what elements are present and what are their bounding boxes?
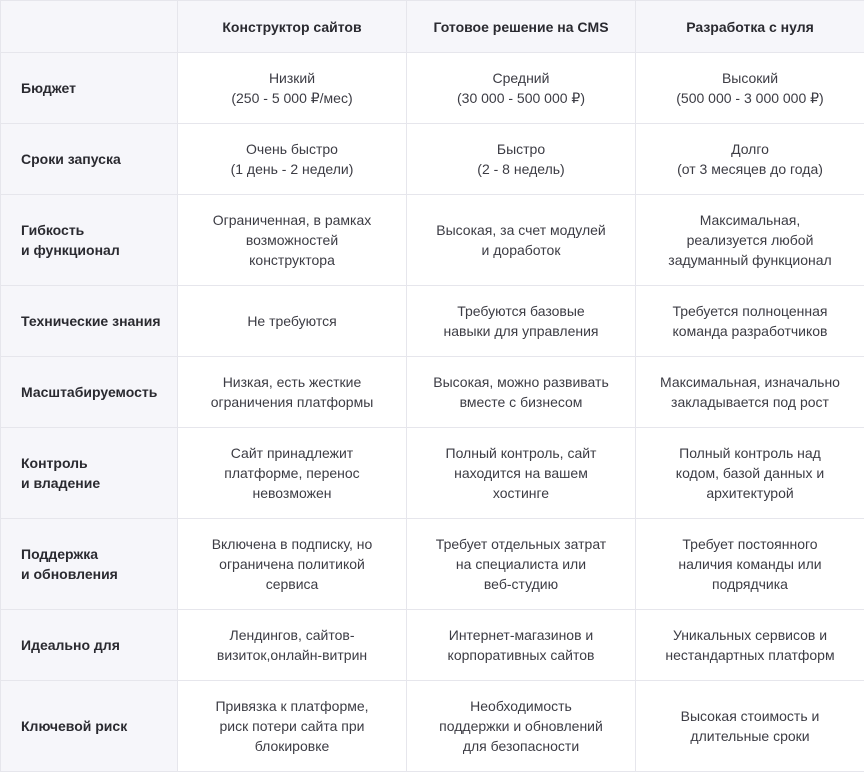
table-row: [1, 357, 864, 428]
table-cell: Уникальных сервисов и нестандартных платформ: [636, 610, 864, 681]
table-row: [1, 53, 864, 124]
column-header: Разработка с нуля: [636, 1, 864, 53]
row-label: Гибкость и функционал: [1, 195, 178, 286]
header-corner-cell: [1, 1, 178, 53]
table-cell: Требует отдельных затрат на специалиста или веб-студию: [407, 519, 636, 610]
table-cell: Необходимость поддержки и обновлений для безопасности: [407, 681, 636, 772]
table-row: [1, 428, 864, 519]
row-label: Идеально для: [1, 610, 178, 681]
table-cell: Сайт принадлежит платформе, перенос невозможен: [178, 428, 407, 519]
row-label: Технические знания: [1, 286, 178, 357]
table-cell: Высокая, за счет модулей и доработок: [407, 195, 636, 286]
table-cell: Низкий (250 - 5 000 ₽/мес): [178, 53, 407, 124]
table-cell: Требует постоянного наличия команды или подрядчика: [636, 519, 864, 610]
row-label: Контроль и владение: [1, 428, 178, 519]
table-cell: Максимальная, изначально закладывается под рост: [636, 357, 864, 428]
column-header: Конструктор сайтов: [178, 1, 407, 53]
table-cell: Средний (30 000 - 500 000 ₽): [407, 53, 636, 124]
row-label: Сроки запуска: [1, 124, 178, 195]
column-header: Готовое решение на CMS: [407, 1, 636, 53]
table-cell: Максимальная, реализуется любой задуманный функционал: [636, 195, 864, 286]
table-cell: Полный контроль, сайт находится на вашем хостинге: [407, 428, 636, 519]
table-cell: Полный контроль над кодом, базой данных и архитектурой: [636, 428, 864, 519]
row-label: Поддержка и обновления: [1, 519, 178, 610]
table-row: [1, 681, 864, 772]
table-cell: Высокая стоимость и длительные сроки: [636, 681, 864, 772]
table-cell: Интернет-магазинов и корпоративных сайтов: [407, 610, 636, 681]
table-cell: Долго (от 3 месяцев до года): [636, 124, 864, 195]
table-cell: Не требуются: [178, 286, 407, 357]
table-cell: Привязка к платформе, риск потери сайта при блокировке: [178, 681, 407, 772]
table-cell: Очень быстро (1 день - 2 недели): [178, 124, 407, 195]
table-cell: Включена в подписку, но ограничена политикой сервиса: [178, 519, 407, 610]
table-cell: Лендингов, сайтов- визиток,онлайн-витрин: [178, 610, 407, 681]
row-label: Бюджет: [1, 53, 178, 124]
table-row: [1, 519, 864, 610]
header-row: [1, 1, 864, 53]
table-cell: Высокая, можно развивать вместе с бизнесом: [407, 357, 636, 428]
table-cell: Быстро (2 - 8 недель): [407, 124, 636, 195]
table-cell: Ограниченная, в рамках возможностей конструктора: [178, 195, 407, 286]
table-row: [1, 124, 864, 195]
table-cell: Низкая, есть жесткие ограничения платформы: [178, 357, 407, 428]
table-cell: Высокий (500 000 - 3 000 000 ₽): [636, 53, 864, 124]
row-label: Масштабируемость: [1, 357, 178, 428]
table-cell: Требуется полноценная команда разработчиков: [636, 286, 864, 357]
table-cell: Требуются базовые навыки для управления: [407, 286, 636, 357]
table-row: [1, 195, 864, 286]
row-label: Ключевой риск: [1, 681, 178, 772]
table-row: [1, 286, 864, 357]
table-row: [1, 610, 864, 681]
